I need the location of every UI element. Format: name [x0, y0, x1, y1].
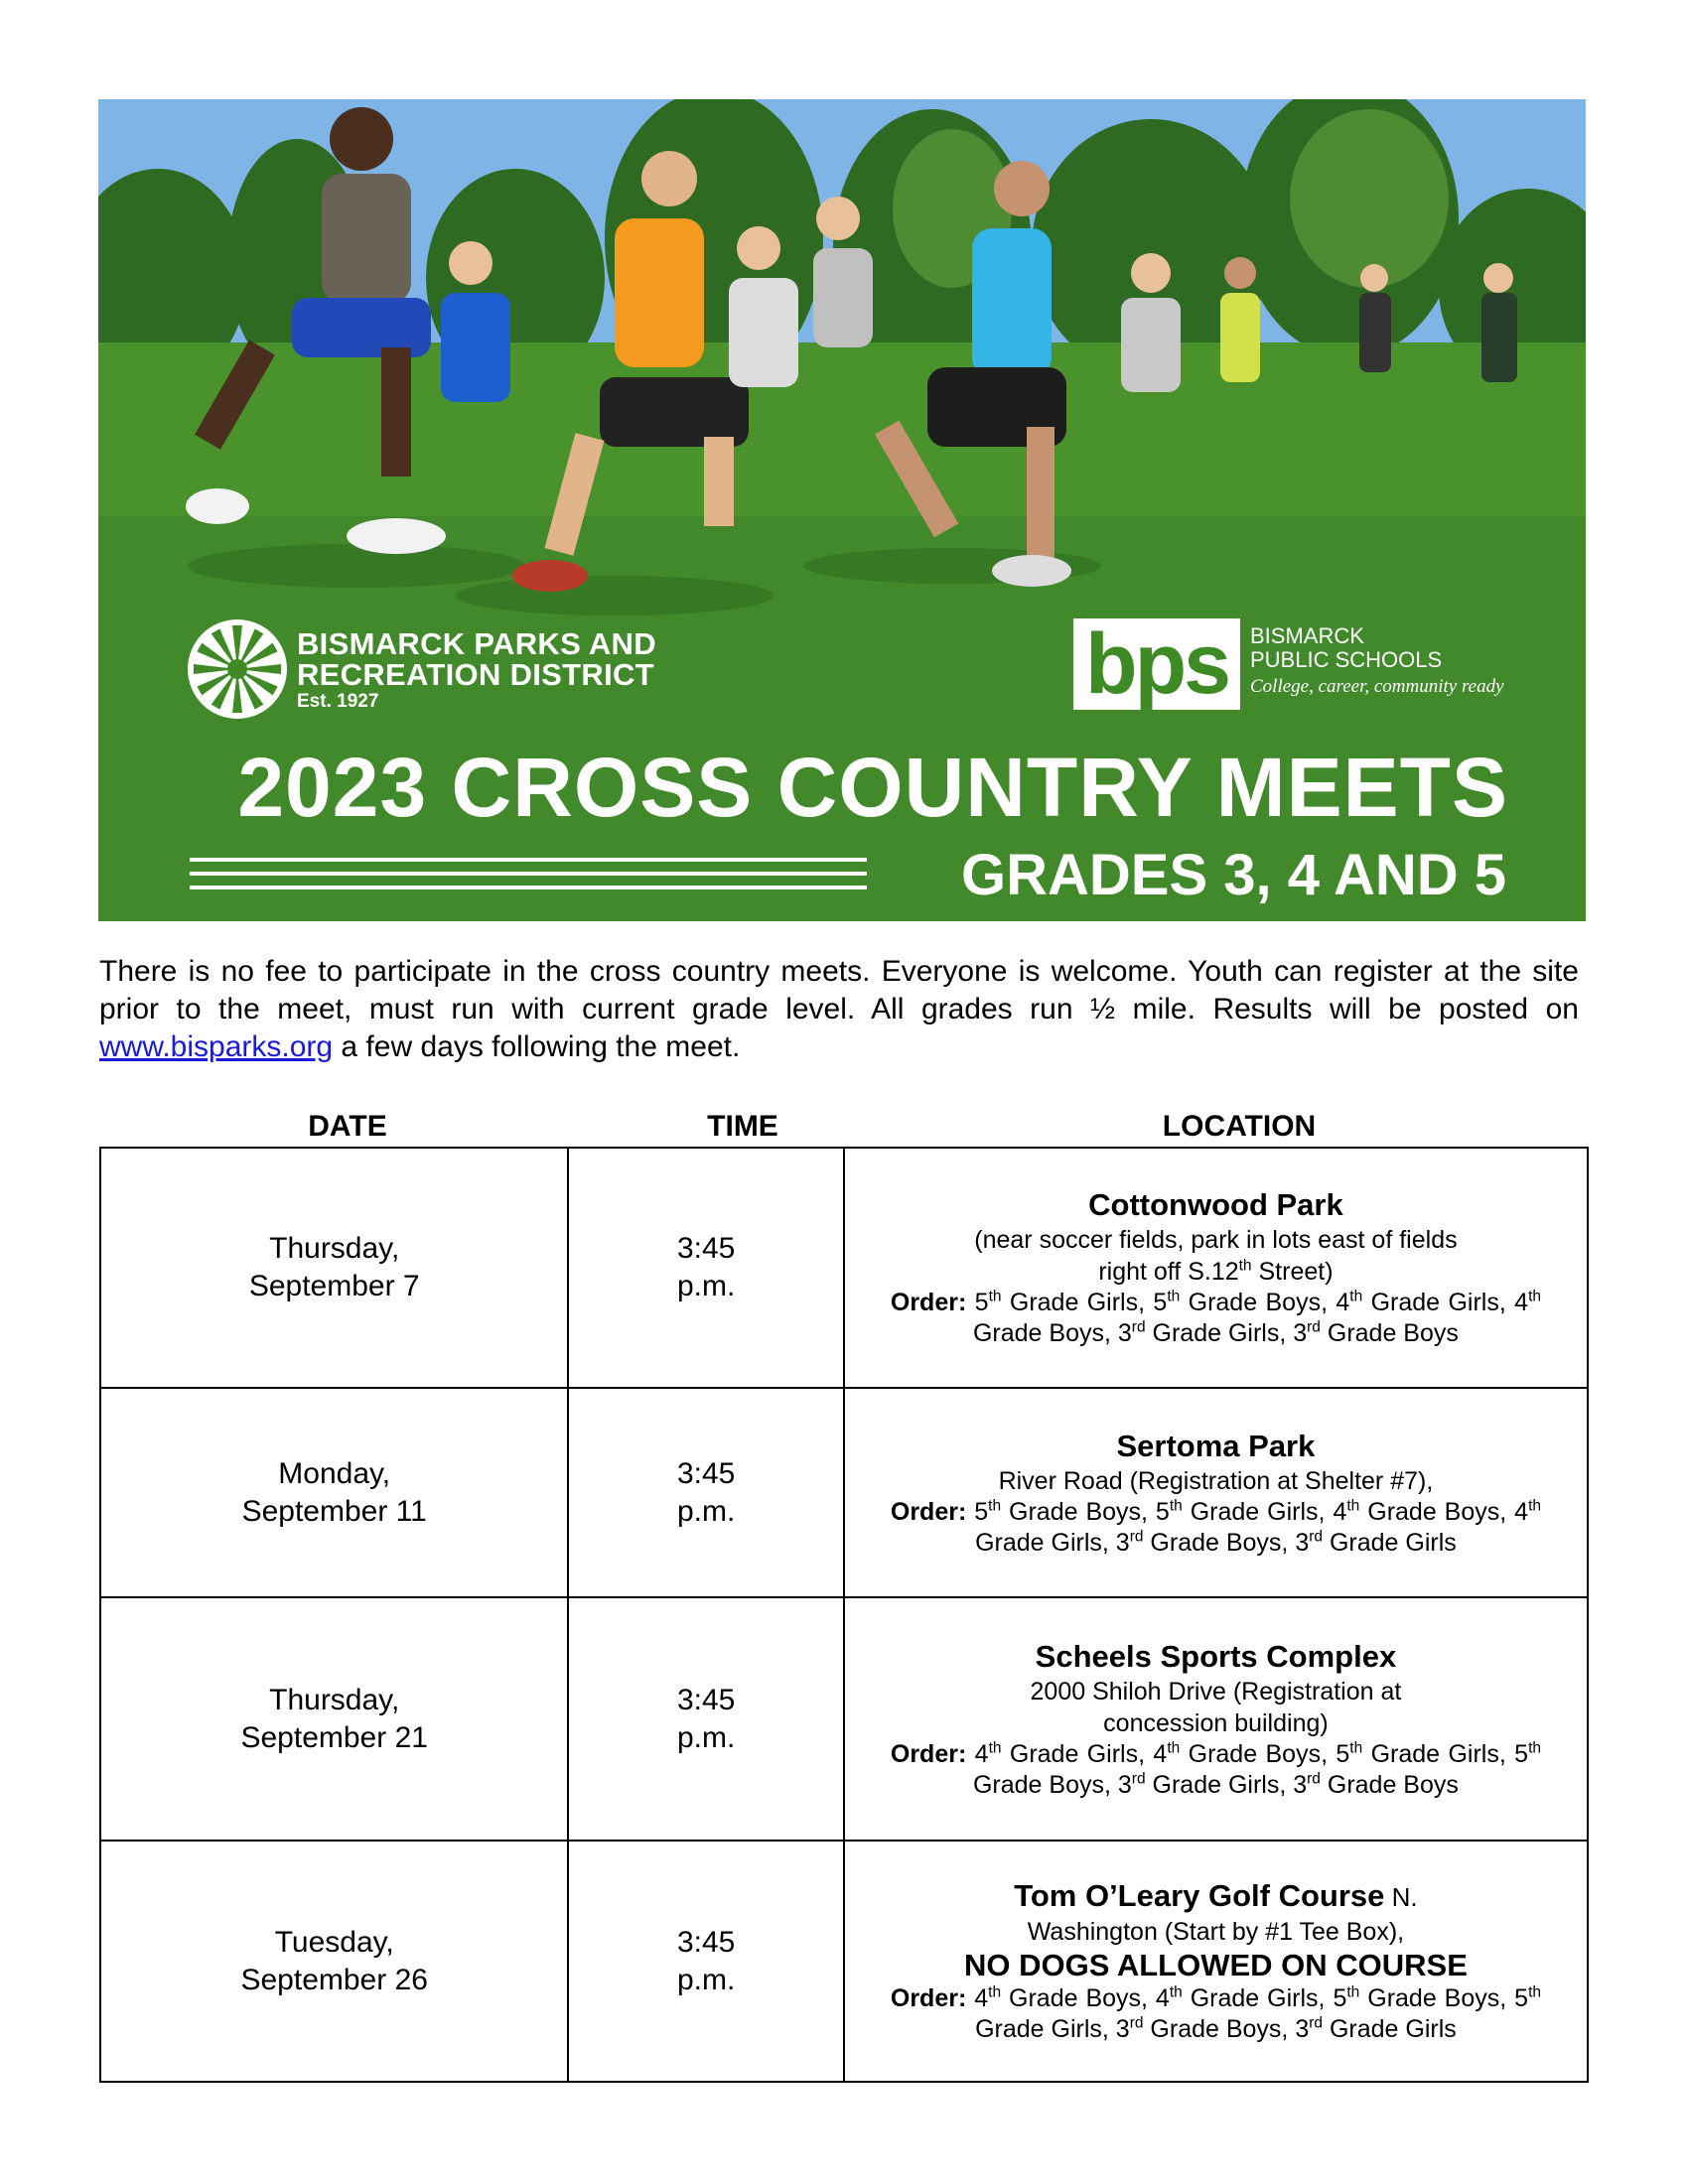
time-period: p.m.: [676, 1720, 736, 1754]
time-text: 3:45: [676, 1925, 736, 1959]
day-text: Tuesday,: [274, 1925, 394, 1959]
day-text: Thursday,: [269, 1683, 400, 1716]
date-text: September 11: [241, 1494, 427, 1528]
page-title: 2023 CROSS COUNTRY MEETS: [237, 741, 1508, 834]
location-cell: [844, 1148, 1588, 1388]
location-detail: concession building): [1103, 1708, 1329, 1737]
bps-text-line1: BISMARCK: [1250, 623, 1364, 648]
time-text: 3:45: [676, 1683, 736, 1716]
bps-mark: bps: [1073, 618, 1240, 710]
date-text: September 26: [240, 1963, 428, 1996]
location-detail: River Road (Registration at Shelter #7),: [998, 1466, 1434, 1495]
date-cell: [100, 1148, 568, 1388]
page-subtitle: GRADES 3, 4 AND 5: [961, 843, 1506, 907]
date-cell: [100, 1388, 568, 1597]
time-cell: [568, 1841, 843, 2082]
location-warning: NO DOGS ALLOWED ON COURSE: [963, 1948, 1468, 1982]
location-name-text: Tom O’Leary Golf Course: [1014, 1878, 1385, 1913]
intro-paragraph: [99, 953, 1579, 1066]
location-name: Cottonwood Park: [1088, 1187, 1343, 1222]
logo-text-line2: RECREATION DISTRICT: [297, 656, 654, 692]
parks-district-logo: [186, 617, 656, 721]
date-text: September 21: [240, 1720, 428, 1754]
location-name: Scheels Sports Complex: [1035, 1638, 1397, 1674]
race-order: [891, 1497, 1541, 1559]
order-text: 5th Grade Girls, 5th Grade Boys, 4th Grade Girls, 4th Grade Boys, 3rd Grade Girls, 3rd Grade Boys: [966, 1288, 1541, 1347]
location-detail: (near soccer fields, park in lots east of fields: [974, 1226, 1458, 1254]
order-label: Order:: [890, 1289, 967, 1316]
location-cell: [844, 1388, 1588, 1597]
time-period: p.m.: [676, 1494, 736, 1528]
time-text: 3:45: [676, 1456, 736, 1490]
location-detail: Washington (Start by #1 Tee Box),: [1027, 1918, 1405, 1946]
time-period: p.m.: [676, 1270, 736, 1302]
time-text: 3:45: [676, 1232, 736, 1265]
date-text: September 7: [248, 1270, 420, 1302]
results-link[interactable]: www.bisparks.org: [99, 1030, 334, 1063]
time-cell: [568, 1388, 843, 1597]
time-cell: [568, 1597, 843, 1841]
table-row: [100, 1148, 1588, 1388]
logo-text-line1: BISMARCK PARKS AND: [297, 625, 656, 661]
bps-tagline: College, career, community ready: [1250, 676, 1504, 697]
table-row: [100, 1388, 1588, 1597]
race-order: [891, 1983, 1541, 2045]
day-text: Monday,: [278, 1456, 391, 1490]
location-name: Sertoma Park: [1116, 1428, 1316, 1463]
public-schools-logo: [1073, 618, 1504, 710]
intro-text-end: a few days following the meet.: [333, 1030, 741, 1063]
sunburst-logo-icon: [186, 617, 289, 721]
header-banner: [98, 99, 1586, 921]
location-cell: [844, 1841, 1588, 2082]
intro-text: There is no fee to participate in the cross country meets. Everyone is welcome. Youth can register at the site prior to the meet, must run with current grade level. All grades run ½ mile. Results will be posted on: [99, 955, 1579, 1025]
day-text: Thursday,: [269, 1232, 400, 1265]
table-row: [100, 1597, 1588, 1841]
order-label: Order:: [890, 1984, 967, 2012]
time-period: p.m.: [676, 1963, 736, 1996]
order-text: 4th Grade Girls, 4th Grade Boys, 5th Grade Girls, 5th Grade Boys, 3rd Grade Girls, 3rd Grade Boys: [966, 1739, 1541, 1799]
decorative-lines: [190, 858, 867, 899]
race-order: [891, 1739, 1541, 1801]
date-cell: [100, 1597, 568, 1841]
table-row: [100, 1841, 1588, 2082]
location-name-suffix: N.: [1384, 1882, 1418, 1912]
bps-text-line2: PUBLIC SCHOOLS: [1250, 647, 1443, 672]
logo-est: Est. 1927: [297, 690, 379, 712]
location-detail: right off S.12th Street): [1098, 1257, 1334, 1286]
date-cell: [100, 1841, 568, 2082]
order-label: Order:: [890, 1739, 967, 1768]
location-name: [891, 1877, 1541, 1916]
order-text: 5th Grade Boys, 5th Grade Girls, 4th Grade Boys, 4th Grade Girls, 3rd Grade Boys, 3rd Grade Girls: [966, 1497, 1541, 1557]
order-text: 4th Grade Boys, 4th Grade Girls, 5th Grade Boys, 5th Grade Girls, 3rd Grade Boys, 3rd Grade Girls: [966, 1983, 1541, 2043]
column-header-date: DATE: [308, 1110, 387, 1143]
meet-schedule-table: [99, 1147, 1589, 2083]
location-detail: 2000 Shiloh Drive (Registration at: [1030, 1677, 1402, 1706]
column-header-time: TIME: [707, 1110, 778, 1143]
location-cell: [844, 1597, 1588, 1841]
race-order: [891, 1288, 1541, 1349]
column-header-location: LOCATION: [1162, 1110, 1317, 1143]
time-cell: [568, 1148, 843, 1388]
order-label: Order:: [890, 1497, 967, 1526]
